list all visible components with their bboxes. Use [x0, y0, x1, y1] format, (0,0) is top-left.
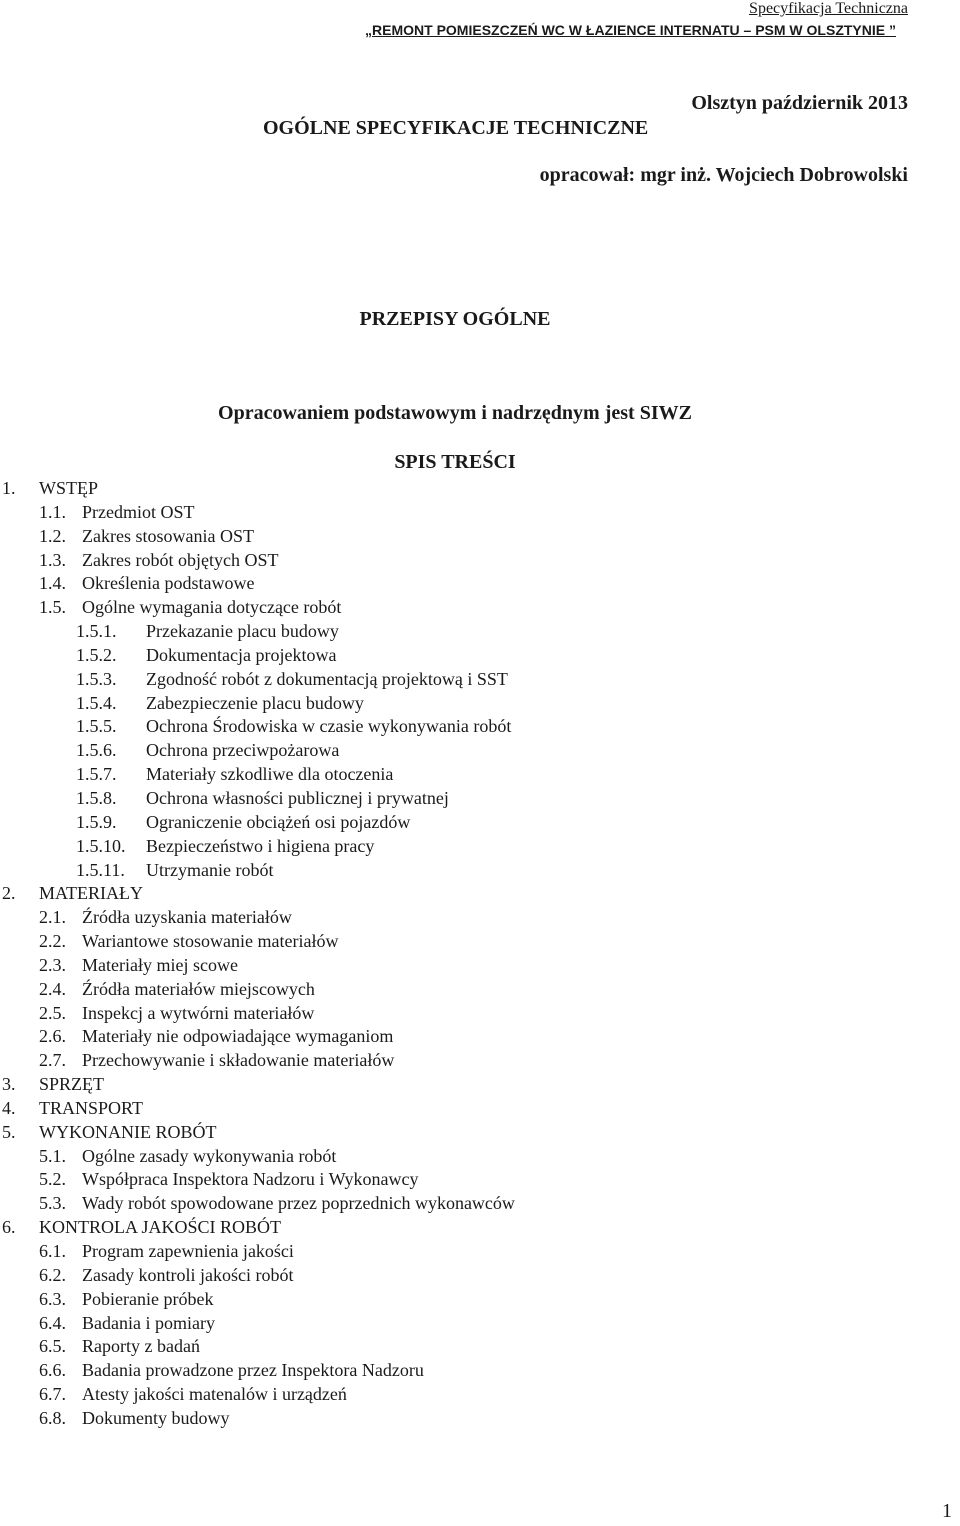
- toc-entry-number: 6.: [2, 1217, 16, 1238]
- toc-entry-text: Zasady kontroli jakości robót: [82, 1264, 294, 1285]
- toc-entry-text: WSTĘP: [39, 478, 99, 498]
- toc-entry-text: Zabezpieczenie placu budowy: [146, 692, 364, 713]
- toc-entry: [0, 1311, 940, 1335]
- toc-entry-text: Badania i pomiary: [82, 1312, 215, 1333]
- toc-entry-number: 5.2.: [39, 1169, 66, 1190]
- toc-entry-number: 6.3.: [39, 1288, 66, 1309]
- toc-entry-text: Bezpieczeństwo i higiena pracy: [146, 835, 375, 856]
- toc-entry-number: 1.: [2, 478, 16, 498]
- toc-entry-number: 4.: [2, 1097, 16, 1118]
- basis-statement: Opracowaniem podstawowym i nadrzędnym jest SIWZ: [218, 402, 692, 424]
- document-title: OGÓLNE SPECYFIKACJE TECHNICZNE: [263, 117, 649, 139]
- toc-entry: [0, 1191, 940, 1215]
- running-header-title: Specyfikacja Techniczna: [749, 0, 908, 17]
- toc-entry-number: 2.6.: [39, 1026, 66, 1047]
- toc-entry-number: 1.2.: [39, 525, 66, 546]
- toc-entry: [0, 1072, 940, 1096]
- toc-entry-text: Współpraca Inspektora Nadzoru i Wykonawcy: [82, 1169, 419, 1190]
- table-of-contents: [0, 476, 940, 1430]
- toc-entry: [0, 1358, 940, 1382]
- date-place: Olsztyn październik 2013: [691, 92, 908, 114]
- toc-entry: [0, 1215, 940, 1239]
- toc-entry-text: Wady robót spowodowane przez poprzednich wykonawców: [82, 1193, 515, 1214]
- section-title: PRZEPISY OGÓLNE: [359, 308, 551, 330]
- toc-title: SPIS TREŚCI: [394, 451, 516, 473]
- toc-entry-text: Wariantowe stosowanie materiałów: [82, 931, 339, 952]
- toc-entry-number: 2.3.: [39, 954, 66, 975]
- toc-entry: [0, 643, 940, 667]
- toc-entry: [0, 1239, 940, 1263]
- toc-entry: [0, 619, 940, 643]
- toc-entry: [0, 571, 940, 595]
- toc-entry-text: Ogólne wymagania dotyczące robót: [82, 597, 342, 618]
- toc-entry-number: 2.4.: [39, 978, 66, 999]
- toc-entry: [0, 1287, 940, 1311]
- toc-entry: [0, 1406, 940, 1430]
- toc-entry-number: 1.5.11.: [76, 859, 125, 880]
- toc-entry: [0, 881, 940, 905]
- toc-entry-text: Program zapewnienia jakości: [82, 1241, 294, 1261]
- toc-entry-text: Przekazanie placu budowy: [146, 621, 339, 642]
- toc-entry-text: SPRZĘT: [39, 1074, 105, 1095]
- toc-entry-number: 1.5.8.: [76, 787, 117, 808]
- toc-entry-number: 1.3.: [39, 549, 66, 570]
- toc-entry-number: 1.5.6.: [76, 740, 117, 761]
- toc-entry-text: Ogólne zasady wykonywania robót: [82, 1145, 337, 1166]
- toc-entry-text: Badania prowadzone przez Inspektora Nadzoru: [82, 1360, 424, 1381]
- toc-entry-text: Raporty z badań: [82, 1336, 200, 1357]
- toc-entry: [0, 929, 940, 953]
- toc-entry: [0, 905, 940, 929]
- toc-entry: [0, 762, 940, 786]
- toc-entry-number: 2.: [2, 883, 16, 904]
- toc-entry-number: 1.5.: [39, 597, 66, 618]
- toc-entry: [0, 1382, 940, 1406]
- toc-entry-number: 6.5.: [39, 1336, 66, 1357]
- toc-entry: [0, 977, 940, 1001]
- toc-entry-text: Ochrona własności publicznej i prywatnej: [146, 787, 449, 808]
- toc-entry: [0, 1096, 940, 1120]
- toc-entry-text: Inspekcj a wytwórni materiałów: [82, 1002, 315, 1023]
- toc-entry-text: Ochrona Środowiska w czasie wykonywania robót: [146, 716, 512, 737]
- toc-entry-number: 2.7.: [39, 1050, 66, 1071]
- toc-entry: [0, 1144, 940, 1168]
- toc-entry-text: Materiały miej scowe: [82, 954, 238, 975]
- toc-entry-number: 6.7.: [39, 1384, 66, 1405]
- toc-entry-text: Określenia podstawowe: [82, 573, 255, 594]
- toc-entry-number: 3.: [2, 1074, 16, 1095]
- toc-entry: [0, 1001, 940, 1025]
- toc-entry-number: 6.2.: [39, 1264, 66, 1285]
- toc-entry-number: 1.4.: [39, 573, 66, 594]
- page-number: 1: [942, 1500, 952, 1522]
- toc-entry: [0, 1120, 940, 1144]
- toc-entry: [0, 524, 940, 548]
- toc-entry-text: Zakres stosowania OST: [82, 525, 254, 546]
- toc-entry: [0, 500, 940, 524]
- toc-entry-text: Utrzymanie robót: [146, 859, 274, 880]
- toc-entry: [0, 548, 940, 572]
- toc-entry-number: 2.1.: [39, 907, 66, 928]
- toc-entry-text: KONTROLA JAKOŚCI ROBÓT: [39, 1217, 282, 1238]
- toc-entry-number: 2.2.: [39, 931, 66, 952]
- toc-entry-number: 1.1.: [39, 501, 66, 522]
- toc-entry-number: 6.1.: [39, 1241, 66, 1261]
- toc-entry: [0, 786, 940, 810]
- toc-entry-text: Dokumenty budowy: [82, 1407, 230, 1428]
- author-line: opracował: mgr inż. Wojciech Dobrowolski: [539, 164, 908, 186]
- toc-entry-text: Ochrona przeciwpożarowa: [146, 740, 340, 761]
- toc-entry: [0, 738, 940, 762]
- toc-entry: [0, 1167, 940, 1191]
- toc-entry-number: 1.5.7.: [76, 764, 117, 785]
- toc-entry-number: 1.5.1.: [76, 621, 117, 642]
- toc-entry: [0, 1263, 940, 1287]
- toc-entry: [0, 714, 940, 738]
- toc-entry-text: Przedmiot OST: [82, 501, 195, 522]
- toc-entry: [0, 476, 940, 500]
- toc-entry-number: 1.5.9.: [76, 811, 117, 832]
- toc-entry: [0, 1334, 940, 1358]
- toc-entry: [0, 810, 940, 834]
- toc-entry-text: MATERIAŁY: [39, 883, 143, 904]
- toc-entry-text: Źródła materiałów miejscowych: [82, 978, 315, 999]
- toc-entry-text: Materiały nie odpowiadające wymaganiom: [82, 1026, 394, 1047]
- toc-entry-number: 5.3.: [39, 1193, 66, 1214]
- toc-entry: [0, 667, 940, 691]
- toc-entry-text: Zgodność robót z dokumentacją projektową i SST: [146, 668, 508, 689]
- toc-entry-number: 6.4.: [39, 1312, 66, 1333]
- toc-entry-text: Pobieranie próbek: [82, 1288, 214, 1309]
- running-header-project: „REMONT POMIESZCZEŃ WC W ŁAZIENCE INTERNATU – PSM W OLSZTYNIE ”: [365, 22, 896, 38]
- toc-entry-text: WYKONANIE ROBÓT: [39, 1121, 217, 1142]
- toc-entry-number: 6.6.: [39, 1360, 66, 1381]
- toc-entry: [0, 1024, 940, 1048]
- toc-entry-text: Źródła uzyskania materiałów: [82, 907, 292, 928]
- toc-entry-number: 1.5.3.: [76, 668, 117, 689]
- toc-entry-number: 5.1.: [39, 1145, 66, 1166]
- toc-entry-number: 1.5.2.: [76, 644, 117, 665]
- toc-entry-number: 1.5.4.: [76, 692, 117, 713]
- toc-entry: [0, 1048, 940, 1072]
- toc-entry-text: Atesty jakości matenalów i urządzeń: [82, 1384, 347, 1405]
- toc-entry: [0, 834, 940, 858]
- toc-entry: [0, 595, 940, 619]
- toc-entry: [0, 953, 940, 977]
- toc-entry-text: Przechowywanie i składowanie materiałów: [82, 1050, 395, 1071]
- toc-entry-number: 1.5.10.: [76, 835, 126, 856]
- toc-entry-number: 5.: [2, 1121, 16, 1142]
- toc-entry-text: Materiały szkodliwe dla otoczenia: [146, 764, 394, 785]
- toc-entry-text: Zakres robót objętych OST: [82, 549, 279, 570]
- toc-entry: [0, 691, 940, 715]
- toc-entry-text: TRANSPORT: [39, 1097, 143, 1118]
- toc-entry-number: 6.8.: [39, 1407, 66, 1428]
- toc-entry-text: Dokumentacja projektowa: [146, 644, 337, 665]
- toc-entry-number: 2.5.: [39, 1002, 66, 1023]
- toc-entry-number: 1.5.5.: [76, 716, 117, 737]
- toc-entry: [0, 858, 940, 882]
- toc-entry-text: Ograniczenie obciążeń osi pojazdów: [146, 811, 411, 832]
